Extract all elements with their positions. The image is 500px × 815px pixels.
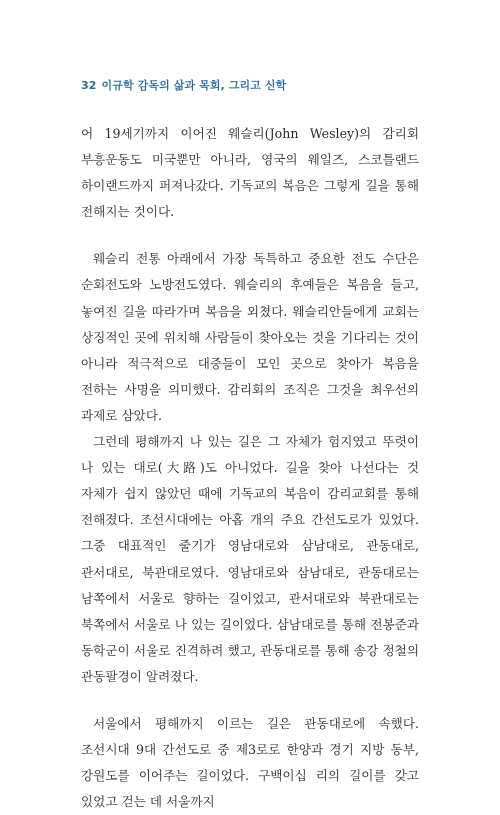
book-title: 이규학 감독의 삶과 목회, 그리고 신학 (101, 79, 287, 92)
paragraph-road-history: 그런데 평해까지 나 있는 길은 그 자체가 험지였고 뚜렷이 나 있는 대로(大路)도 아니었다. 길을 찾아 나선다는 것 자체가 쉽지 않았던 때에 기독교의 복음이 감리교회를 통해 전해졌다. 조선시대에는 아홉 개의 주요 간선도로가 있었다. 그중 대표적인 줄기가 영남대로와 삼남대로, 관동대로, 관서대로, 북관대로였다. 영남대로와 삼남대로, 관동대로는 남쪽에서 서울로 향하는 길이었고, 관서대로와 북관대로는 북쪽에서 서울로 나 있는 길이었다. 삼남대로를 통해 전봉준과 동학군이 서울로 진격하려 했고, 관동대로를 통해 송강 정철의 관동팔경이 알려졌다. (81, 434, 419, 684)
paragraph-continued: 어 19세기까지 이어진 웨슬리(John Wesley)의 감리회 부흥운동도 미국뿐만 아니라, 영국의 웨일즈, 스코틀랜드 하이랜드까지 퍼져나갔다. 기독교의 복음은 그렇게 길을 통해 전해지는 것이다. (81, 126, 419, 220)
page-number: 32 (81, 79, 97, 92)
paragraph-gwandong-road: 서울에서 평해까지 이르는 길은 관동대로에 속했다. 조선시대 9대 간선도로 중 제3로로 한양과 경기 지방 동부, 강원도를 이어주는 길이었다. 구백이십 리의 길이를 갖고 있었고 걷는 데 서울까지 (81, 715, 419, 810)
running-header (81, 77, 286, 93)
body-text (81, 121, 419, 815)
paragraph-wesley-evangelism: 웨슬리 전통 아래에서 가장 독특하고 중요한 전도 수단은 순회전도와 노방전도였다. 웨슬리의 후예들은 복음을 들고, 놓여진 길을 따라가며 복음을 외쳤다. 웨슬리안들에게 교회는 상징적인 곳에 위치해 사람들이 찾아오는 것을 기다리는 것이 아니라 적극적으로 대중들이 모인 곳으로 찾아가 복음을 전하는 사명을 의미했다. 감리회의 조직은 그것을 최우선의 과제로 삼았다. (81, 251, 419, 423)
